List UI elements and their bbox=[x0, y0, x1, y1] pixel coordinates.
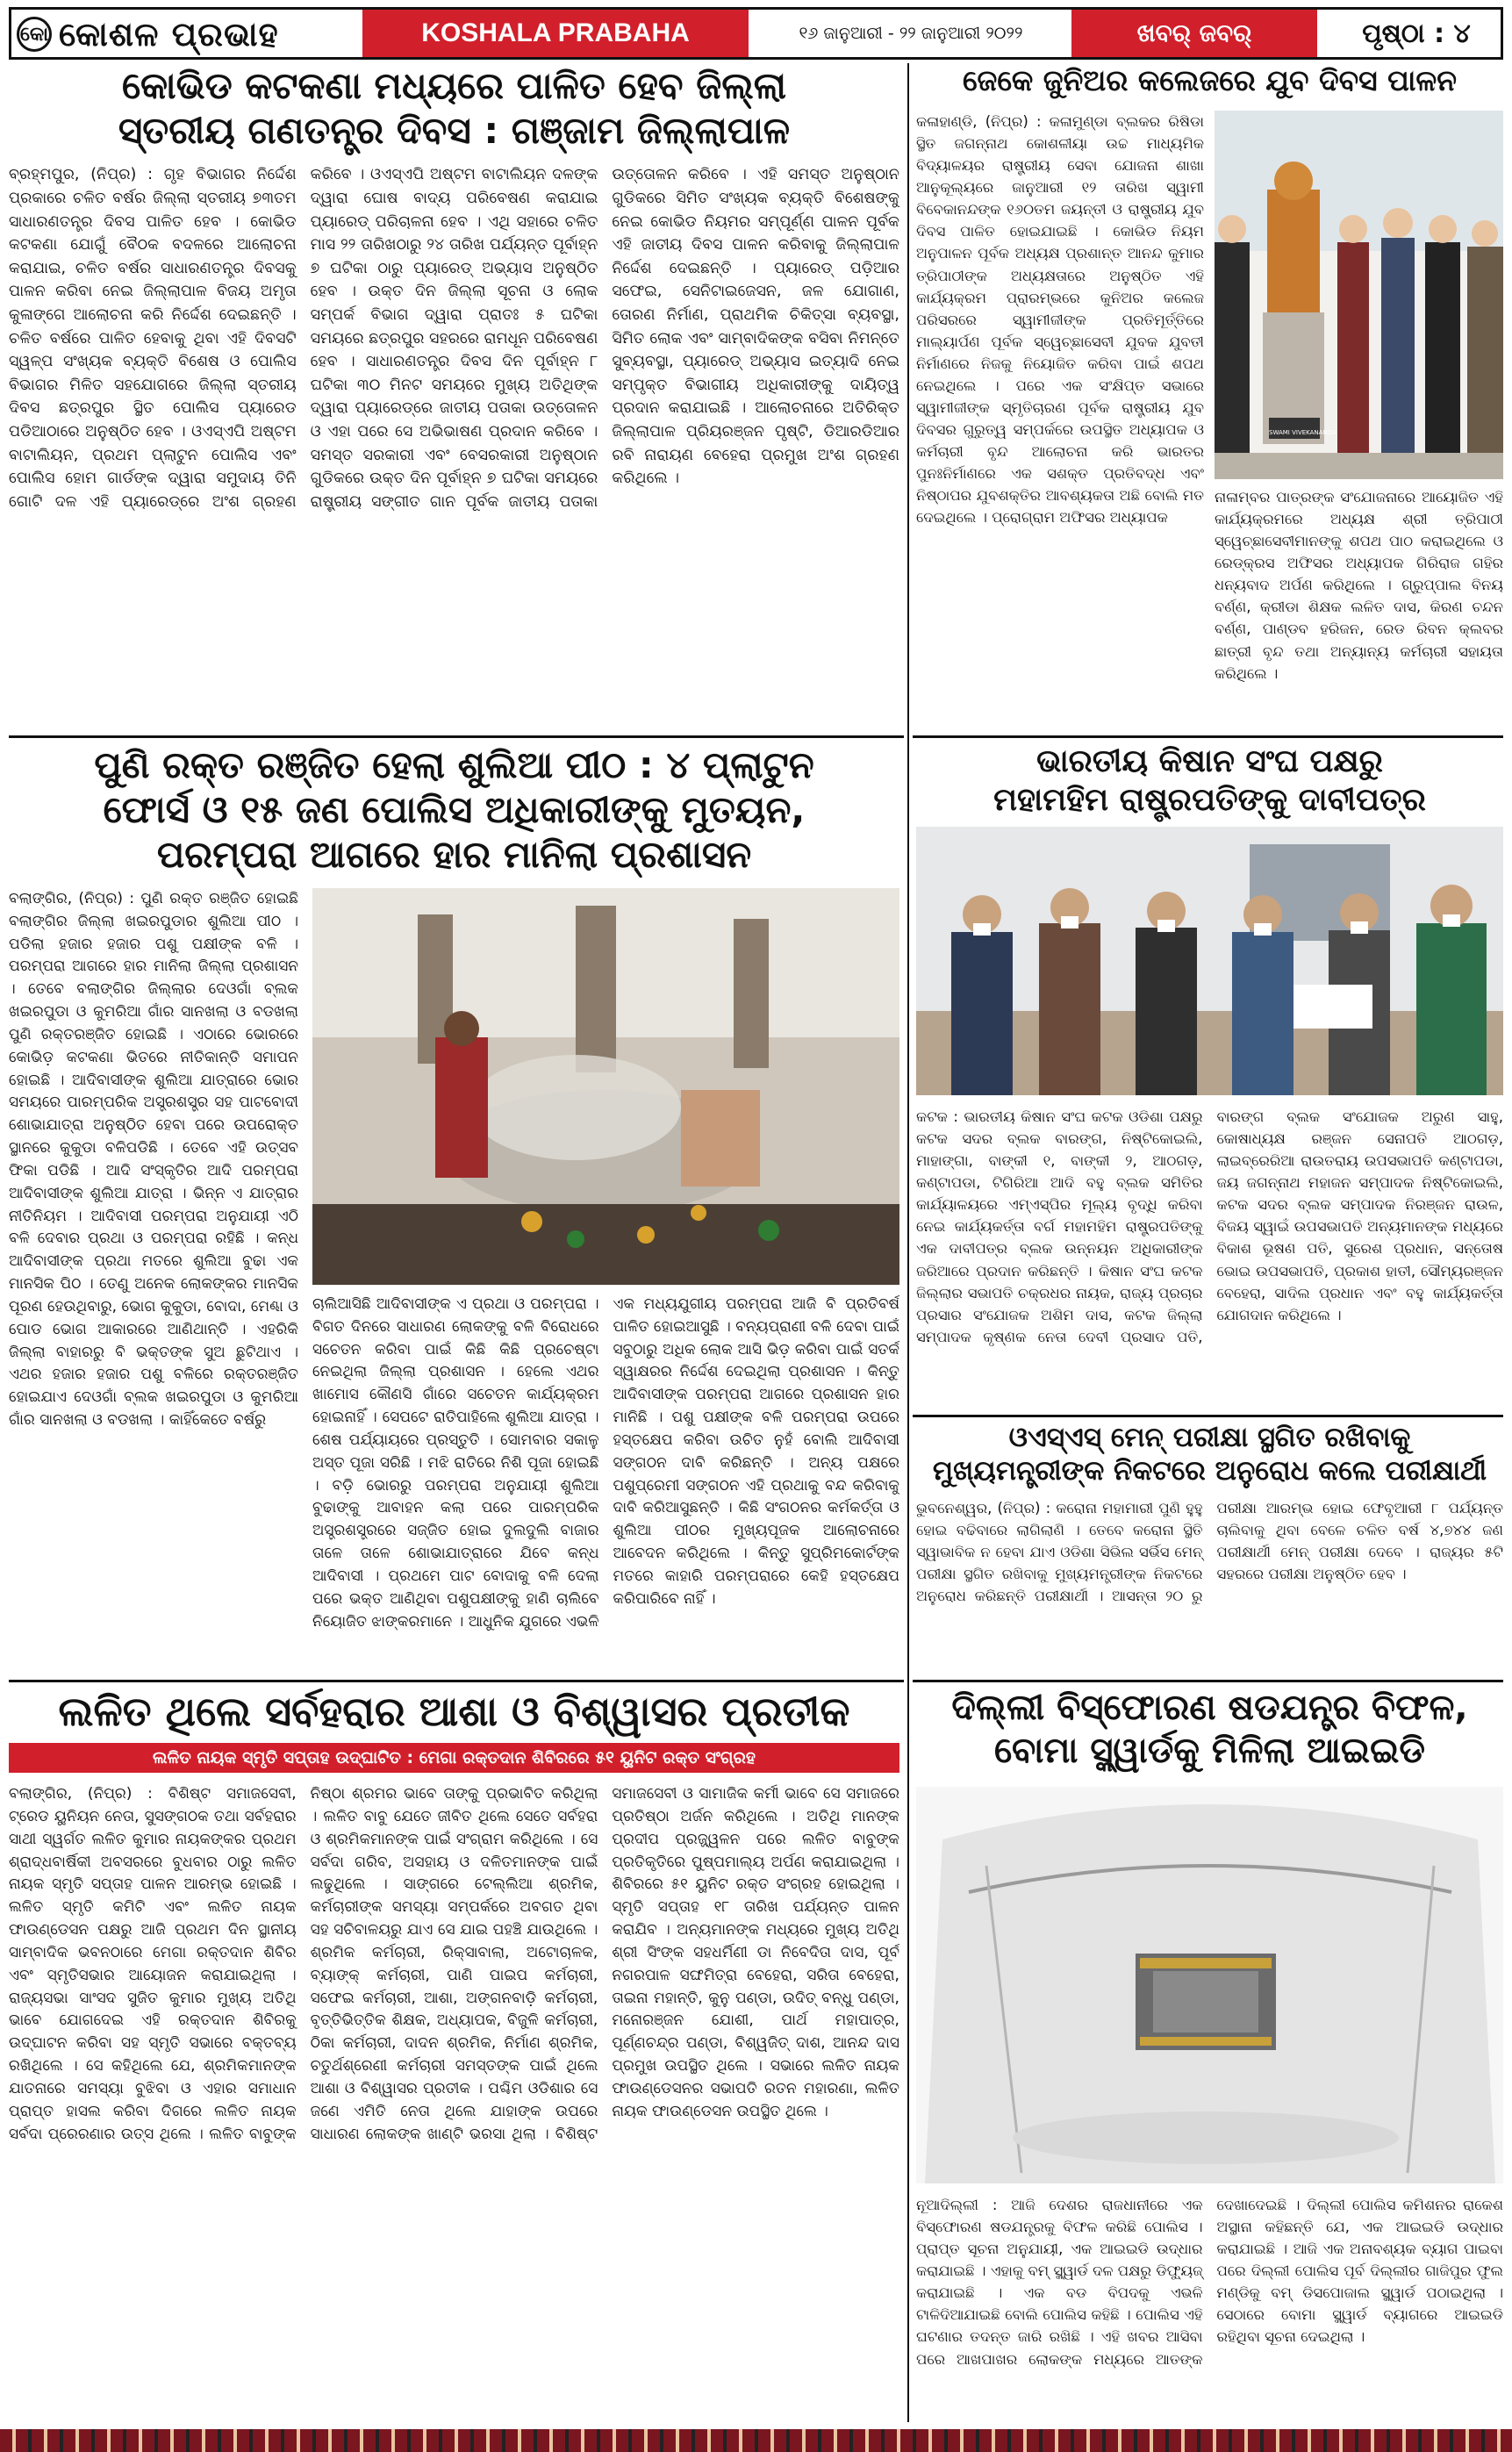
story-headline: ଲଳିତ ଥିଲେ ସର୍ବହରାର ଆଶା ଓ ବିଶ୍ୱାସର ପ୍ରତୀକ bbox=[58, 1688, 850, 1735]
story-body: କଳାହାଣ୍ଡି, (ନିପ୍ର) : କଳାମୁଣ୍ଡା ବ୍ଲକର ରିଷିଡା ସ୍ଥିତ ଜଗନ୍ନାଥ କୋଶଳୀୟା ଉଚ୍ଚ ମାଧ୍ୟମିକ ବିଦ୍ୟାଳୟର ରାଷ୍ଟ୍ରୀୟ ସେବା ଯୋଜନା ଶାଖା ଆନୁକୂଲ୍ୟରେ ଜାନୁଆରୀ ୧୨ ତାରିଖ ସ୍ୱାମୀ ବିବେକାନନ୍ଦଙ୍କ ୧୬୦ତମ ଜୟନ୍ତୀ ଓ ରାଷ୍ଟ୍ରୀୟ ଯୁବ ଦିବସ ପାଳିତ ହୋଇଯାଇଛି । କୋଭିଡ ନିୟମ ଅନୁପାଳନ ପୂର୍ବକ ଅଧ୍ୟକ୍ଷ ପ୍ରଶାନ୍ତ ଆନନ୍ଦ କୁମାର ତ୍ରିପାଠୀଙ୍କ ଅଧ୍ୟକ୍ଷତାରେ ଅନୁଷ୍ଠିତ ଏହି କାର୍ଯ୍ୟକ୍ରମ ପ୍ରାରମ୍ଭରେ କୁନିଅର କଲେଜ ପରିସରରେ ସ୍ୱାମୀଜୀଙ୍କ ପ୍ରତିମୂର୍ତ୍ତିରେ ମାଲ୍ୟାର୍ପଣ ପୂର୍ବକ ସ୍ୱେଚ୍ଛାସେବୀ ଯୁବକ ଯୁବତୀ ନିର୍ମାଣରେ ନିଜକୁ ନିୟୋଜିତ କରିବା ପାଇଁ ଶପଥ ନେଇଥିଲେ । ପରେ ଏକ ସଂକ୍ଷିପ୍ତ ସଭାରେ ସ୍ୱାମୀଜୀଙ୍କ ସ୍ମୃତିଚାରଣ ପୂର୍ବକ ରାଷ୍ଟ୍ରୀୟ ଯୁବ ଦିବସର ଗୁରୁତ୍ୱ ସମ୍ପର୍କରେ ଉପସ୍ଥିତ ଅଧ୍ୟାପକ ଓ କର୍ମଚାରୀ ବୃନ୍ଦ ଆଲୋଚନା କରି ଭାରତର ପୁନଃନିର୍ମାଣରେ ଏକ ସଶକ୍ତ ପ୍ରତିବଦ୍ଧ ଏବଂ ନିଷ୍ଠାପର ଯୁବଶକ୍ତିର ଆବଶ୍ୟକତା ଅଛି ବୋଲି ମତ ଦେଇଥିଲେ । ପ୍ରୋଗ୍ରାମ ଅଫିସର ଅଧ୍ୟାପକ bbox=[916, 113, 1204, 527]
newspaper-title-odia: କୋଶଳ ପ୍ରଭାହ bbox=[59, 14, 279, 54]
story-headline bbox=[916, 1422, 1503, 1488]
story-headline bbox=[916, 1687, 1503, 1773]
page-number: ପୃଷ୍ଠା : ୪ bbox=[1362, 18, 1471, 49]
headline-line: ମହାମହିମ ରାଷ୍ଟ୍ରପତିଙ୍କୁ ଦାବୀପତ୍ର bbox=[993, 781, 1426, 818]
headline-line: ଓଏସ୍ଏସ୍ ମେନ୍ ପରୀକ୍ଷା ସ୍ଥଗିତ ରଖିବାକୁ bbox=[1008, 1422, 1411, 1453]
youth-day-photo bbox=[1215, 111, 1503, 479]
section-divider bbox=[913, 1680, 1503, 1682]
ied-bag-photo bbox=[916, 1787, 1503, 2183]
sulia-ritual-photo bbox=[312, 888, 899, 1285]
story-headline bbox=[916, 742, 1503, 820]
story-headline bbox=[9, 742, 899, 878]
story-body: କଟକ : ଭାରତୀୟ କିଷାନ ସଂଘ କଟକ ଓଡିଶା ପକ୍ଷରୁ କଟକ ସଦର ବ୍ଲକ ବାରଙ୍ଗ, ନିଷ୍ଟିକୋଇଲି, ମାହାଙ୍ଗା, ବାଙ୍କୀ ୧, ବାଙ୍କୀ ୨, ଆଠଗଡ଼, କଣ୍ଟାପଡା, ଟିଗିରିଆ ଆଦି ବହୁ ବ୍ଲକ ସମିତିର କାର୍ଯ୍ୟାଳୟରେ ଏମ୍‌ଏସ୍‌ପିର ମୂଲ୍ୟ ବୃଦ୍ଧି କରିବା ନେଇ କାର୍ଯ୍ୟକର୍ତ୍ତା ବର୍ଗ ମହାମହିମ ରାଷ୍ଟ୍ରପତିଙ୍କୁ ଏକ ଦାବୀପତ୍ର ବ୍ଲକ ଉନ୍ନୟନ ଅଧିକାରୀଙ୍କ ଜରିଆରେ ପ୍ରଦାନ କରିଛନ୍ତି । କିଷାନ ସଂଘ କଟକ ଜିଲ୍ଲାର ସଭାପତି ଚକ୍ରଧର ନାୟକ, ରାଜ୍ୟ ପ୍ରଚାର ପ୍ରସାର ସଂଯୋଜକ ଅଶିମ ଦାସ, କଟକ ଜିଲ୍ଲା ସମ୍ପାଦକ କୃଷ୍ଣକ ନେତା ଦେବୀ ପ୍ରସାଦ ପତି, ବାରଙ୍ଗ ବ୍ଲକ ସଂଯୋଜକ ଅରୁଣ ସାହୁ, କୋଷାଧ୍ୟକ୍ଷ ରଞ୍ଜନ ସେନାପତି ଆଠଗଡ଼, ଲାଇବ୍ରେରିଆ ରାଉତରାୟ ଉପସଭାପତି କଣ୍ଟାପଡା, ଜୟ ଜଗନ୍ନାଥ ମହାଜନ ସମ୍ପାଦକ ନିଷ୍ଟିକୋଇଲି, କଟକ ସଦର ବ୍ଲକ ସମ୍ପାଦକ ନିରଞ୍ଜନ ରାଉଳ, ବିଜୟ ସ୍ୱାଇଁ ଉପସଭାପତି ଅନ୍ୟମାନଙ୍କ ମଧ୍ୟରେ ବିକାଶ ଭୂଷଣ ପତି, ସୁରେଶ ପ୍ରଧାନ, ସନ୍ତୋଷ ଭୋଇ ଉପସଭାପତି, ପ୍ରକାଶ ହାତୀ, ସୌମ୍ୟରଞ୍ଜନ ବେହେରା, ସାଦିଲ ପ୍ରଧାନ ଏବଂ ବହୁ କାର୍ଯ୍ୟକର୍ତ୍ତା ଯୋଗଦାନ କରିଥିଲେ । bbox=[916, 1108, 1503, 1345]
story-subheadline: ଲଳିତ ନାୟକ ସ୍ମୃତି ସପ୍ତାହ ଉଦ୍‌ଘାଟିତ : ମେଗା ରକ୍ତଦାନ ଶିବିରରେ ୫୧ ୟୁନିଟ ରକ୍ତ ସଂଗ୍ରହ bbox=[9, 1743, 899, 1773]
section-divider bbox=[9, 735, 904, 738]
story-osss-exam bbox=[916, 1422, 1503, 1676]
story-body: ନୂଆଦିଲ୍ଲୀ : ଆଜି ଦେଶର ରାଜଧାନୀରେ ଏକ ବିସ୍ଫୋରଣ ଷଡଯନ୍ତ୍ରକୁ ବିଫଳ କରିଛି ପୋଲିସ । ପ୍ରାପ୍ତ ସୂଚନା ଅନୁଯାୟୀ, ଏକ ଆଇଇଡି ଉଦ୍ଧାର କରାଯାଇଛି । ଏହାକୁ ବମ୍ ସ୍କ୍ୱାର୍ଡ ଦଳ ପକ୍ଷରୁ ଡିଫ୍ୟୁଜ୍ କରାଯାଇଛି । ଏକ ବଡ ବିପଦକୁ ଏଭଳି ଟାଳିଦିଆଯାଇଛି ବୋଲି ପୋଲିସ କହିଛି । ପୋଲିସ ଏହି ଘଟଣାର ତଦନ୍ତ ଜାରି ରଖିଛି । ଏହି ଖବର ଆସିବା ପରେ ଆଖପାଖର ଲୋକଙ୍କ ମଧ୍ୟରେ ଆତଙ୍କ ଦେଖାଦେଇଛି । ଦିଲ୍ଲୀ ପୋଲିସ କମିଶନର ରାକେଶ ଅସ୍ଥାନା କହିଛନ୍ତି ଯେ, ଏକ ଆଇଇଡି ଉଦ୍ଧାର କରାଯାଇଛି । ଆଜି ଏକ ଅନାବଶ୍ୟକ ବ୍ୟାଗ ପାଇବା ପରେ ଦିଲ୍ଲୀ ପୋଲିସ ପୂର୍ବ ଦିଲ୍ଲୀର ଗାଜିପୁର ଫୁଲ ମଣ୍ଡିକୁ ବମ୍ ଡିସପୋଜାଲ ସ୍କ୍ୱାର୍ଡ ପଠାଇଥିଲା । ସେଠାରେ ବୋମା ସ୍କ୍ୱାର୍ଡ ବ୍ୟାଗରେ ଆଇଇଡି ରହିଥିବା ସୂଚନା ଦେଇଥିଲା । bbox=[916, 2197, 1503, 2368]
newspaper-logo bbox=[17, 13, 350, 55]
story-body: ଭୁବନେଶ୍ୱର, (ନିପ୍ର) : କରୋନା ମହାମାରୀ ପୁଣି ହୁହୁ ହୋଇ ବଢିବାରେ ଲାଗିଲାଣି । ତେବେ କରୋନା ସ୍ଥିତି ସ୍ୱାଭାବିକ ନ ହେବା ଯାଏ ଓଡିଶା ସିଭିଲ ସର୍ଭିସ ମେନ୍ ପରୀକ୍ଷା ସ୍ଥଗିତ ରଖିବାକୁ ମୁଖ୍ୟମନ୍ତ୍ରୀଙ୍କ ନିକଟରେ ଅନୁରୋଧ କରିଛନ୍ତି ପରୀକ୍ଷାର୍ଥୀ । ଆସନ୍ତା ୨୦ ରୁ ପରୀକ୍ଷା ଆରମ୍ଭ ହୋଇ ଫେବୃଆରୀ ୮ ପର୍ଯ୍ୟନ୍ତ ଚାଲିବାକୁ ଥିବା ବେଳେ ଚଳିତ ବର୍ଷ ୪,୭୪୪ ଜଣ ପରୀକ୍ଷାର୍ଥୀ ମେନ୍ ପରୀକ୍ଷା ଦେବେ । ରାଜ୍ୟର ୫ଟି ସହରରେ ପରୀକ୍ଷା ଅନୁଷ୍ଠିତ ହେବ । bbox=[916, 1500, 1503, 1605]
issue-date: ୧୬ ଜାନୁଆରୀ - ୨୨ ଜାନୁଆରୀ ୨୦୨୨ bbox=[799, 24, 1023, 43]
story-headline: ଜେକେ ଜୁନିଅର କଲେଜରେ ଯୁବ ଦିବସ ପାଳନ bbox=[963, 63, 1457, 97]
column-divider bbox=[907, 63, 909, 2422]
story-headline bbox=[9, 63, 899, 153]
youth-day-photo-image bbox=[1215, 111, 1503, 479]
footer-decorative-border bbox=[0, 2429, 1512, 2452]
story-body: ବ୍ରହ୍ମପୁର, (ନିପ୍ର) : ଗୃହ ବିଭାଗର ନିର୍ଦ୍ଦେଶ ପ୍ରକାରେ ଚଳିତ ବର୍ଷର ଜିଲ୍ଲା ସ୍ତରୀୟ ୭୩ତମ ସାଧାରଣତନ୍ତ୍ର ଦିବସ ପାଳିତ ହେବ । କୋଭିଡ କଟକଣା ଯୋଗୁଁ ବୈଠକ ବଦଳରେ ଆଲୋଚନା କରାଯାଇ, ଚଳିତ ବର୍ଷର ସାଧାରଣତନ୍ତ୍ର ଦିବସକୁ ପାଳନ କରିବା ନେଇ ଜିଲ୍ଲାପାଳ ବିଜୟ ଅମୃତା କୁଳାଙ୍ଗେ ଆଲୋଚନା କରି ନିର୍ଦ୍ଦେଶ ଦେଇଛନ୍ତି । ଚଳିତ ବର୍ଷରେ ପାଳିତ ହେବାକୁ ଥିବା ଏହି ଦିବସଟି ସ୍ୱଳ୍ପ ସଂଖ୍ୟକ ବ୍ୟକ୍ତି ବିଶେଷ ଓ ପୋଲିସ ବିଭାଗର ମିଳିତ ସହଯୋଗରେ ଜିଲ୍ଲା ସ୍ତରୀୟ ଦିବସ ଛତ୍ରପୁର ସ୍ଥିତ ପୋଲିସ ପ୍ୟାରେଡ ପଡିଆଠାରେ ଅନୁଷ୍ଠିତ ହେବ । ଓଏସ୍ଏପି ଅଷ୍ଟମ ବାଟାଲିୟନ, ପ୍ରଥମ ପ୍ଲାଟୁନ ପୋଲିସ ଏବଂ ପୋଲିସ ହୋମ ଗାର୍ଡଙ୍କ ଦ୍ୱାରା ସମୁଦାୟ ତିନି ଗୋଟି ଦଳ ଏହି ପ୍ୟାରେଡ୍‌ରେ ଅଂଶ ଗ୍ରହଣ କରିବେ । ଓଏସ୍ଏପି ଅଷ୍ଟମ ବାଟାଲିୟନ ଦଳଙ୍କ ଦ୍ୱାରା ଘୋଷ ବାଦ୍ୟ ପରିବେଷଣ କରାଯାଇ ପ୍ୟାରେଡ୍ ପରିଚାଳନା ହେବ । ଏଥି ସହାରେ ଚଳିତ ମାସ ୨୨ ତାରିଖଠାରୁ ୨୪ ତାରିଖ ପର୍ଯ୍ୟନ୍ତ ପୂର୍ବାହ୍ନ ୭ ଘଟିକା ଠାରୁ ପ୍ୟାରେଡ୍ ଅଭ୍ୟାସ ଅନୁଷ୍ଠିତ ହେବ । ଉକ୍ତ ଦିନ ଜିଲ୍ଲା ସୂଚନା ଓ ଲୋକ ସମ୍ପର୍କ ବିଭାଗ ଦ୍ୱାରା ପ୍ରାତଃ ୫ ଘଟିକା ସମୟରେ ଛତ୍ରପୁର ସହରରେ ରାମଧୂନ ପରିବେଷଣ ହେବ । ସାଧାରଣତନ୍ତ୍ର ଦିବସ ଦିନ ପୂର୍ବାହ୍ନ ୮ ଘଟିକା ୩୦ ମିନଟ ସମୟରେ ମୁଖ୍ୟ ଅତିଥିଙ୍କ ଦ୍ୱାରା ପ୍ୟାରେଡ୍‌ରେ ଜାତୀୟ ପତାକା ଉତ୍ତୋଳନ ଓ ଏହା ପରେ ସେ ଅଭିଭାଷଣ ପ୍ରଦାନ କରିବେ । ସମସ୍ତ ସରକାରୀ ଏବଂ ବେସରକାରୀ ଅନୁଷ୍ଠାନ ଗୁଡିକରେ ଉକ୍ତ ଦିନ ପୂର୍ବାହ୍ନ ୭ ଘଟିକା ସମୟରେ ରାଷ୍ଟ୍ରୀୟ ସଙ୍ଗୀତ ଗାନ ପୂର୍ବକ ଜାତୀୟ ପତାକା ଉତ୍ତୋଳନ କରିବେ । ଏହି ସମସ୍ତ ଅନୁଷ୍ଠାନ ଗୁଡିକରେ ସିମିତ ସଂଖ୍ୟକ ବ୍ୟକ୍ତି ବିଶେଷଙ୍କୁ ନେଇ କୋଭିଡ ନିୟମର ସମ୍ପୂର୍ଣ୍ଣ ପାଳନ ପୂର୍ବକ ଏହି ଜାତୀୟ ଦିବସ ପାଳନ କରିବାକୁ ଜିଲ୍ଲାପାଳ ନିର୍ଦ୍ଦେଶ ଦେଇଛନ୍ତି । ପ୍ୟାରେଡ୍ ପଡ଼ିଆର ସଫେଇ, ସେନିଟାଇଜେସନ, ଜଳ ଯୋଗାଣ, ତୋରଣ ନିର୍ମାଣ, ପ୍ରାଥମିକ ଚିକିତ୍ସା ବ୍ୟବସ୍ଥା, ସିମିତ ଲୋକ ଏବଂ ସାମ୍ବାଦିକଙ୍କ ବସିବା ନିମନ୍ତେ ସୁବ୍ୟବସ୍ଥା, ପ୍ୟାରେଡ୍ ଅଭ୍ୟାସ ଇତ୍ୟାଦି ନେଇ ସମ୍ପୃକ୍ତ ବିଭାଗୀୟ ଅଧିକାରୀଙ୍କୁ ଦାୟିତ୍ୱ ପ୍ରଦାନ କରାଯାଇଛି । ଆଲୋଚନାରେ ଅତିରିକ୍ତ ଜିଲ୍ଲାପାଳ ପ୍ରିୟରଞ୍ଜନ ପୃଷ୍ଟି, ଡିଆରଡିଆର ରବି ନାରାୟଣ ବେହେରା ପ୍ରମୁଖ ଅଂଶ ଗ୍ରହଣ କରିଥିଲେ । bbox=[9, 166, 899, 511]
logo-emblem-icon: କୋ bbox=[17, 17, 52, 52]
headline-line: ପରମ୍ପରା ଆଗରେ ହାର ମାନିଲା ପ୍ରଶାସନ bbox=[156, 833, 752, 877]
masthead bbox=[9, 7, 1503, 60]
story-body: ବଲାଙ୍ଗିର, (ନିପ୍ର) : ବିଶିଷ୍ଟ ସମାଜସେବୀ, ଟ୍ରେଡ ୟୁନିୟନ ନେତା, ସୁସଙ୍ଗଠକ ତଥା ସର୍ବହରାର ସାଥୀ ସ୍ୱର୍ଗତ ଲଳିତ କୁମାର ନାୟକଙ୍କର ପ୍ରଥମ ଶ୍ରାଦ୍ଧବାର୍ଷିକୀ ଅବସରରେ ବୁଧବାର ଠାରୁ ଲଳିତ ନାୟକ ସ୍ମୃତି ସପ୍ତାହ ପାଳନ ଆରମ୍ଭ ହୋଇଛି । ଲଳିତ ସ୍ମୃତି କମିଟି ଏବଂ ଲଳିତ ନାୟକ ଫାଉଣ୍ଡେସନ ପକ୍ଷରୁ ଆଜି ପ୍ରଥମ ଦିନ ସ୍ଥାନୀୟ ସାମ୍ବାଦିକ ଭବନଠାରେ ମେଗା ରକ୍ତଦାନ ଶିବିର ଏବଂ ସ୍ମୃତିସଭାର ଆୟୋଜନ କରାଯାଇଥିଲା । ରାଜ୍ୟସଭା ସାଂସଦ ସୁଜିତ କୁମାର ମୁଖ୍ୟ ଅତିଥି ଭାବେ ଯୋଗଦେଇ ଏହି ରକ୍ତଦାନ ଶିବିରକୁ ଉଦ୍‌ଘାଟନ କରିବା ସହ ସ୍ମୃତି ସଭାରେ ବକ୍ତବ୍ୟ ରଖିଥିଲେ । ସେ କହିଥିଲେ ଯେ, ଶ୍ରମିକମାନଙ୍କ ଯାତନାରେ ସମସ୍ୟା ବୁଝିବା ଓ ଏହାର ସମାଧାନ ପ୍ରାପ୍ତ ହାସଲ କରିବା ଦିଗରେ ଲଳିତ ନାୟକ ସର୍ବଦା ପ୍ରେରଣାର ଉତ୍ସ ଥିଲେ । ଲଳିତ ବାବୁଙ୍କ ନିଷ୍ଠା ଶ୍ରମର ଭାବେ ତାଙ୍କୁ ପ୍ରଭାବିତ କରିଥିଲା । ଲଳିତ ବାବୁ ଯେତେ ଜୀବିତ ଥିଲେ ସେତେ ସର୍ବହରା ଓ ଶ୍ରମିକମାନଙ୍କ ପାଇଁ ସଂଗ୍ରାମ କରିଥିଲେ । ସେ ସର୍ବଦା ଗରିବ, ଅସହାୟ ଓ ଦଳିତମାନଙ୍କ ପାଇଁ ଲଢୁଥିଲେ । ସାଙ୍ଗରେ ଟେଲ୍ଲିଆ ଶ୍ରମିକ, କର୍ମଚାରୀଙ୍କ ସମସ୍ୟା ସମ୍ପର୍କରେ ଅବଗତ ଥିବା ସହ ସଚିବାଳୟରୁ ଯାଏ ସେ ଯାଇ ପହଞ୍ଚି ଯାଉଥିଲେ । ଶ୍ରମିକ କର୍ମଚାରୀ, ରିକ୍ସାବାଲା, ଅଟୋଚାଳକ, ବ୍ୟାଙ୍କ୍ କର୍ମଚାରୀ, ପାଣି ପାଇପ କର୍ମଚାରୀ, ସଫେଇ କର୍ମଚାରୀ, ଆଶା, ଅଙ୍ଗନବାଡ଼ି କର୍ମଚାରୀ, ବୃତ୍ତିଭିତ୍ତିକ ଶିକ୍ଷକ, ଅଧ୍ୟାପକ, ବିଜୁଳି କର୍ମଚାରୀ, ଠିକା କର୍ମଚାରୀ, ଦାଦନ ଶ୍ରମିକ, ନିର୍ମାଣ ଶ୍ରମିକ, ଚତୁର୍ଥଶ୍ରେଣୀ କର୍ମଚାରୀ ସମସ୍ତଙ୍କ ପାଇଁ ଥିଲେ ଆଶା ଓ ବିଶ୍ୱାସର ପ୍ରତୀକ । ପଶ୍ଚିମ ଓଡିଶାର ସେ ଜଣେ ଏମିତି ନେତା ଥିଲେ ଯାହାଙ୍କ ଉପରେ ସାଧାରଣ ଲୋକଙ୍କ ଖାଣ୍ଟି ଭରସା ଥିଲା । ବିଶିଷ୍ଟ ସମାଜସେବୀ ଓ ସାମାଜିକ କର୍ମୀ ଭାବେ ସେ ସମାଜରେ ପ୍ରତିଷ୍ଠା ଅର୍ଜନ କରିଥିଲେ । ଅତିଥି ମାନଙ୍କ ପ୍ରଦୀପ ପ୍ରଜ୍ଜ୍ୱଳନ ପରେ ଲଳିତ ବାବୁଙ୍କ ପ୍ରତିକୃତିରେ ପୁଷ୍ପମାଲ୍ୟ ଅର୍ପଣ କରାଯାଇଥିଲା । ଶିବିରରେ ୫୧ ୟୁନିଟ ରକ୍ତ ସଂଗ୍ରହ ହୋଇଥିଲା । ସ୍ମୃତି ସପ୍ତାହ ୧୮ ତାରିଖ ପର୍ଯ୍ୟନ୍ତ ପାଳନ କରାଯିବ । ଅନ୍ୟମାନଙ୍କ ମଧ୍ୟରେ ମୁଖ୍ୟ ଅତିଥି ଶ୍ରୀ ସିଂଙ୍କ ସହଧର୍ମିଣୀ ଡା ନିବେଦିତା ଦାସ, ପୂର୍ବ ନଗରପାଳ ସଙ୍ଘମିତ୍ରା ବେହେରା, ସରିତା ବେହେରା, ତାଇନା ମହାନ୍ତି, କୁନୁ ପଣ୍ଡା, ଉଦିତ୍ ବନ୍ଧୁ ପଣ୍ଡା, ମନୋରଞ୍ଜନ ଯୋଶୀ, ପାର୍ଥ ମହାପାତ୍ର, ପୂର୍ଣ୍ଣଚନ୍ଦ୍ର ପଣ୍ଡା, ବିଶ୍ୱଜିତ୍ ଦାଶ, ଆନନ୍ଦ ଦାସ ପ୍ରମୁଖ ଉପସ୍ଥିତ ଥିଲେ । ସଭାରେ ଲଳିତ ନାୟକ ଫାଉଣ୍ଡେସନର ସଭାପତି ରତନ ମହାରଣା, ଲଳିତ ନାୟକ ଫାଉଣ୍ଡେସନ ଉପସ୍ଥିତ ଥିଲେ । bbox=[9, 1785, 899, 2143]
section-tag: ଖବର୍ ଜବର୍ bbox=[1071, 10, 1317, 57]
headline-line: ପୁଣି ରକ୍ତ ରଞ୍ଜିତ ହେଲା ଶୁଲିଆ ପୀଠ : ୪ ପ୍ଲାଟୁନ bbox=[94, 743, 814, 786]
story-lalit-nayak bbox=[9, 1687, 899, 2424]
section-divider bbox=[913, 1415, 1503, 1417]
headline-line: ଦିଲ୍ଲୀ ବିସ୍ଫୋରଣ ଷଡଯନ୍ତ୍ର ବିଫଳ, bbox=[951, 1688, 1468, 1728]
story-sulia-pith bbox=[9, 742, 899, 1673]
headline-line: ଫୋର୍ସ ଓ ୧୫ ଜଣ ପୋଲିସ ଅଧିକାରୀଙ୍କୁ ମୁତୟନ, bbox=[103, 788, 806, 832]
story-body: ବଲାଙ୍ଗିର, (ନିପ୍ର) : ପୁଣି ରକ୍ତ ରଞ୍ଜିତ ହୋଇଛି ବଲାଙ୍ଗିର ଜିଲ୍ଲା ଖଇରପୁଡାର ଶୁଲିଆ ପୀଠ । ପଡିଲା ହଜାର ହଜାର ପଶୁ ପକ୍ଷୀଙ୍କ ବଳି । ପରମ୍ପରା ଆଗରେ ହାର ମାନିଲା ଜିଲ୍ଲା ପ୍ରଶାସନ । ତେବେ ବଲାଙ୍ଗିର ଜିଲ୍ଲାର ଦେଓଗାଁ ବ୍ଲକ ଖଇରପୁଡା ଓ କୁମରିଆ ଗାଁର ସାନଖଲା ଓ ବଡଖଲା ପୁଣି ରକ୍ତରଞ୍ଜିତ ହୋଇଛି । ଏଠାରେ ଭୋରରେ କୋଭିଡ଼ କଟକଣା ଭିତରେ ନୀତିକାନ୍ତି ସମାପନ ହୋଇଛି । ଆଦିବାସୀଙ୍କ ଶୁଲିଆ ଯାତ୍ରାରେ ଭୋର ସମୟରେ ପାରମ୍ପରିକ ଅସ୍ତ୍ରଶସ୍ତ୍ର ସହ ପାଟବୋଦୀ ଶୋଭାଯାତ୍ରା ଅନୁଷ୍ଠିତ ହେବା ପରେ ଉପରୋକ୍ତ ସ୍ଥାନରେ କୁକୁଡା ବଳିପଡିଛି । ତେବେ ଏହି ଉତ୍ସବ ଫିକା ପଡିଛି । ଆଦି ସଂସ୍କୃତିର ଆଦି ପରମ୍ପରା ଆଦିବାସୀଙ୍କ ଶୁଲିଆ ଯାତ୍ରା । ଭିନ୍ନ ଏ ଯାତ୍ରାର ନୀତିନିୟମ । ଆଦିବାସୀ ପରମ୍ପରା ଅନୁଯାୟୀ ଏଠି ବଳି ଦେବାର ପ୍ରଥା ଓ ପରମ୍ପରା ରହିଛି । କନ୍ଧ ଆଦିବାସୀଙ୍କ ପ୍ରଥା ମତରେ ଶୁଲିଆ ବୁଢା ଏକ ମାନସିକ ପିଠ । ତେଣୁ ଅନେକ ଲୋକଙ୍କର ମାନସିକ ପୂରଣ ହେଉଥିବାରୁ, ଭୋଗ କୁକୁଡା, ବୋଦା, ମେଣ୍ଢା ଓ ପୋଡ ଭୋଗ ଆକାରରେ ଆଣିଥାନ୍ତି । ଏହରିକି ଜିଲ୍ଲା ବାହାରରୁ ବି ଭକ୍ତଙ୍କ ସୁଅ ଛୁଟିଥାଏ । ଏଥର ହଜାର ହଜାର ପଶୁ ବଳିରେ ରକ୍ତରଞ୍ଜିତ ହୋଇଯାଏ ଦେଓଗାଁ ବ୍ଲକ ଖଇରପୁଡା ଓ କୁମରିଆ ଗାଁର ସାନଖଲା ଓ ବଡଖଲା । କାହିଁକେତେ ବର୍ଷରୁ bbox=[9, 890, 298, 1430]
kisan-sangh-photo bbox=[916, 827, 1503, 1095]
story-youth-day bbox=[916, 63, 1503, 730]
statue-plaque-text: SWAMI VIVEKANANDA bbox=[1269, 429, 1336, 436]
kisan-sangh-photo-image bbox=[916, 827, 1503, 1095]
story-body-continued: ନାଳାମ୍ବର ପାତ୍ରଙ୍କ ସଂଯୋଜନାରେ ଆୟୋଜିତ ଏହି କାର୍ଯ୍ୟକ୍ରମରେ ଅଧ୍ୟକ୍ଷ ଶ୍ରୀ ତ୍ରିପାଠୀ ସ୍ୱେଚ୍ଛାସେବୀମାନଙ୍କୁ ଶପଥ ପାଠ କରାଇଥିଲେ ଓ ରେଡ୍‌କ୍ରସ ଅଫିସର ଅଧ୍ୟାପକ ଗିରିରାଜ ଗହିର ଧନ୍ୟବାଦ ଅର୍ପଣ କରିଥିଲେ । ଗ୍ରୁପ୍‌ପାଲ ବିନୟ ବର୍ଣ୍ଣ, କ୍ରୀଡା ଶିକ୍ଷକ ଲଳିତ ଦାସ, କିରଣ ଚନ୍ଦନ ବର୍ଣ୍ଣ, ପାଣ୍ଡବ ହରିଜନ, ରେଡ ରିବନ କ୍ଲବର ଛାତ୍ରୀ ବୃନ୍ଦ ତଥା ଅନ୍ୟାନ୍ୟ କର୍ମଚାରୀ ସହାୟତା କରିଥିଲେ । bbox=[1215, 489, 1503, 682]
story-body-continued: ଚାଲିଆସିଛି ଆଦିବାସୀଙ୍କ ଏ ପ୍ରଥା ଓ ପରମ୍ପରା । ବିଗତ ଦିନରେ ସାଧାରଣ ଲୋକଙ୍କୁ ବଳି ବିରୋଧରେ ସଚେତନ କରିବା ପାଇଁ କିଛି କିଛି ପ୍ରଚେଷ୍ଟା ନେଇଥିଲା ଜିଲ୍ଲା ପ୍ରଶାସନ । ହେଲେ ଏଥର ଖାମୋସ କୌଣସି ଗାଁରେ ସଚେତନ କାର୍ଯ୍ୟକ୍ରମ ହୋଇନାହିଁ । ସେପଟେ ରାତିପାହିଲେ ଶୁଲିଆ ଯାତ୍ରା । ଶେଷ ପର୍ଯ୍ୟାୟରେ ପ୍ରସ୍ତୁତି । ସୋମବାର ସକାଳୁ ଅସ୍ତ ପୂଜା ସରିଛି । ମଝି ରାତିରେ ନିଶି ପୂଜା ହୋଇଛି । ବଡ଼ି ଭୋରରୁ ପରମ୍ପରା ଅନୁଯାୟୀ ଶୁଲିଆ ବୁଢାଙ୍କୁ ଆବାହନ କଲା ପରେ ପାରମ୍ପରିକ ଅସ୍ତ୍ରଶସ୍ତ୍ରରେ ସଜ୍ଜିତ ହୋଇ ଦୁଲଦୁଲି ବାଜାର ତାଳେ ତାଳେ ଶୋଭାଯାତ୍ରାରେ ଯିବେ କନ୍ଧ ଆଦିବାସୀ । ପ୍ରଥମେ ପାଟ ବୋଦାକୁ ବଳି ଦେଲା ପରେ ଭକ୍ତ ଆଣିଥିବା ପଶୁପକ୍ଷୀଙ୍କୁ ହାଣି ଚାଲିବେ ନିୟୋଜିତ ଝାଙ୍କରମାନେ । ଆଧୁନିକ ଯୁଗରେ ଏଭଳି ଏକ ମଧ୍ୟଯୁଗୀୟ ପରମ୍ପରା ଆଜି ବି ପ୍ରତିବର୍ଷ ପାଳିତ ହୋଇଆସୁଛି । ବନ୍ୟପ୍ରାଣୀ ବଳି ଦେବା ପାଇଁ ସବୁଠାରୁ ଅଧିକ ଲୋକ ଆସି ଭିଡ଼ କରିବା ପାଇଁ ସତର୍କ ସ୍ୱାକ୍ଷରର ନିର୍ଦ୍ଦେଶ ଦେଇଥିଲା ପ୍ରଶାସନ । କିନ୍ତୁ ଆଦିବାସୀଙ୍କ ପରମ୍ପରା ଆଗରେ ପ୍ରଶାସନ ହାର ମାନିଛି । ପଶୁ ପକ୍ଷୀଙ୍କ ବଳି ପରମ୍ପରା ଉପରେ ହସ୍ତକ୍ଷେପ କରିବା ଉଚିତ ନୁହଁ ବୋଲି ଆଦିବାସୀ ସଙ୍ଗଠନ ଦାବି କରିଛନ୍ତି । ଅନ୍ୟ ପକ୍ଷରେ ପଶୁପ୍ରେମୀ ସଙ୍ଗଠନ ଏହି ପ୍ରଥାକୁ ବନ୍ଦ କରିବାକୁ ଦାବି କରିଆସୁଛନ୍ତି । କିଛି ସଂଗଠନର କର୍ମକର୍ତ୍ତା ଓ ଶୁଲିଆ ପୀଠର ମୁଖ୍ୟପୂଜକ ଆଲୋଚନାରେ ଆବେଦନ କରିଥିଲେ । କିନ୍ତୁ ସୁପ୍ରିମକୋର୍ଟଙ୍କ ମତରେ କାହାରି ପରମ୍ପରାରେ କେହି ହସ୍ତକ୍ଷେପ କରିପାରିବେ ନାହିଁ । bbox=[312, 1295, 899, 1631]
section-divider bbox=[9, 1680, 904, 1682]
sulia-ritual-photo-image bbox=[312, 888, 899, 1285]
story-kisan-sangh bbox=[916, 742, 1503, 1409]
story-republic-day bbox=[9, 63, 899, 730]
headline-line: ସ୍ତରୀୟ ଗଣତନ୍ତ୍ର ଦିବସ : ଗଞ୍ଜାମ ଜିଲ୍ଲାପାଳ bbox=[118, 109, 791, 153]
section-divider bbox=[913, 735, 1503, 738]
ied-bag-photo-image bbox=[916, 1787, 1503, 2183]
headline-line: ମୁଖ୍ୟମନ୍ତ୍ରୀଙ୍କ ନିକଟରେ ଅନୁରୋଧ କଲେ ପରୀକ୍ଷାର୍ଥୀ bbox=[932, 1454, 1487, 1487]
story-delhi-blast bbox=[916, 1687, 1503, 2424]
headline-line: କୋଭିଡ କଟକଣା ମଧ୍ୟରେ ପାଳିତ ହେବ ଜିଲ୍ଲା bbox=[121, 64, 787, 107]
newspaper-title-english: KOSHALA PRABAHA bbox=[362, 10, 749, 57]
headline-line: ବୋମା ସ୍କ୍ୱାର୍ଡକୁ ମିଳିଲା ଆଇଇଡି bbox=[993, 1730, 1426, 1771]
headline-line: ଭାରତୀୟ କିଷାନ ସଂଘ ପକ୍ଷରୁ bbox=[1036, 743, 1383, 779]
